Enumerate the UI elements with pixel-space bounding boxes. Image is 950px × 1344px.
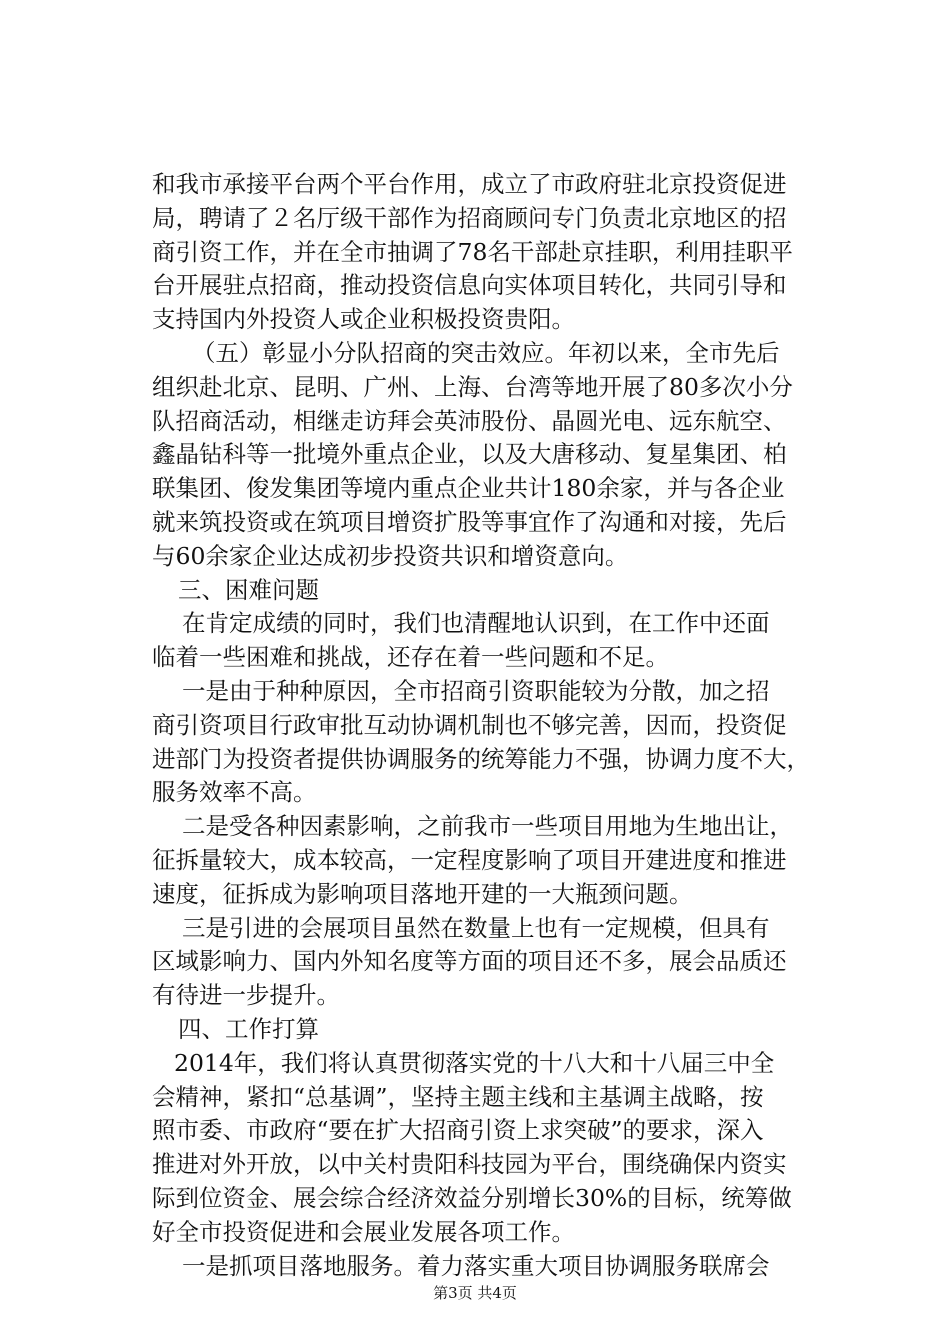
- text-line: 进部门为投资者提供协调服务的统筹能力不强，协调力度不大，: [152, 744, 810, 773]
- text-line: 一是由于种种原因，全市招商引资职能较为分散，加之招: [182, 676, 770, 705]
- page-footer: 第3页 共4页: [433, 1284, 517, 1302]
- text-line: 一是抓项目落地服务。着力落实重大项目协调服务联席会: [182, 1251, 770, 1280]
- text-line: 与60余家企业达成初步投资共识和增资意向。: [152, 541, 629, 570]
- text-line: 好全市投资促进和会展业发展各项工作。: [152, 1217, 575, 1246]
- text-line: 在肯定成绩的同时，我们也清醒地认识到，在工作中还面: [182, 609, 770, 638]
- text-line: 推进对外开放，以中关村贵阳科技园为平台，围绕确保内资实: [152, 1150, 787, 1179]
- text-line: 有待进一步提升。: [152, 981, 340, 1010]
- text-line: 商引资工作，并在全市抽调了78名干部赴京挂职，利用挂职平: [152, 237, 793, 266]
- text-line: 四、工作打算: [178, 1014, 319, 1043]
- text-line: 照市委、市政府“要在扩大招商引资上求突破”的要求，深入: [152, 1116, 764, 1145]
- text-line: 征拆量较大，成本较高，一定程度影响了项目开建进度和推进: [152, 845, 787, 874]
- text-line: 台开展驻点招商，推动投资信息向实体项目转化，共同引导和: [152, 271, 787, 300]
- text-line: 局，聘请了２名厅级干部作为招商顾问专门负责北京地区的招: [152, 203, 787, 232]
- text-line: 鑫晶钻科等一批境外重点企业，以及大唐移动、复星集团、柏: [152, 440, 787, 469]
- text-line: 际到位资金、展会综合经济效益分别增长30%的目标，统筹做: [152, 1183, 792, 1212]
- text-line: 会精神，紧扣“总基调”，坚持主题主线和主基调主战略，按: [152, 1082, 764, 1111]
- text-line: 组织赴北京、昆明、广州、上海、台湾等地开展了80多次小分: [152, 372, 793, 401]
- text-line: 速度，征拆成为影响项目落地开建的一大瓶颈问题。: [152, 879, 693, 908]
- text-line: 商引资项目行政审批互动协调机制也不够完善，因而，投资促: [152, 710, 787, 739]
- text-line: 三、困难问题: [178, 575, 319, 604]
- text-line: 区域影响力、国内外知名度等方面的项目还不多，展会品质还: [152, 947, 787, 976]
- text-line: 2014年，我们将认真贯彻落实党的十八大和十八届三中全: [174, 1048, 775, 1077]
- document-body: [152, 168, 842, 1283]
- text-line: 支持国内外投资人或企业积极投资贵阳。: [152, 305, 575, 334]
- text-line: 二是受各种因素影响，之前我市一些项目用地为生地出让，: [182, 812, 793, 841]
- text-line: 队招商活动，相继走访拜会英沛股份、晶圆光电、远东航空、: [152, 406, 787, 435]
- text-line: 服务效率不高。: [152, 778, 317, 807]
- text-line: 三是引进的会展项目虽然在数量上也有一定规模，但具有: [182, 913, 770, 942]
- text-line: 临着一些困难和挑战，还存在着一些问题和不足。: [152, 643, 669, 672]
- text-line: （五）彰显小分队招商的突击效应。年初以来，全市先后: [192, 338, 780, 367]
- text-line: 和我市承接平台两个平台作用，成立了市政府驻北京投资促进: [152, 170, 787, 198]
- text-line: 就来筑投资或在筑项目增资扩股等事宜作了沟通和对接，先后: [152, 507, 787, 536]
- text-line: 联集团、俊发集团等境内重点企业共计180余家，并与各企业: [152, 474, 785, 503]
